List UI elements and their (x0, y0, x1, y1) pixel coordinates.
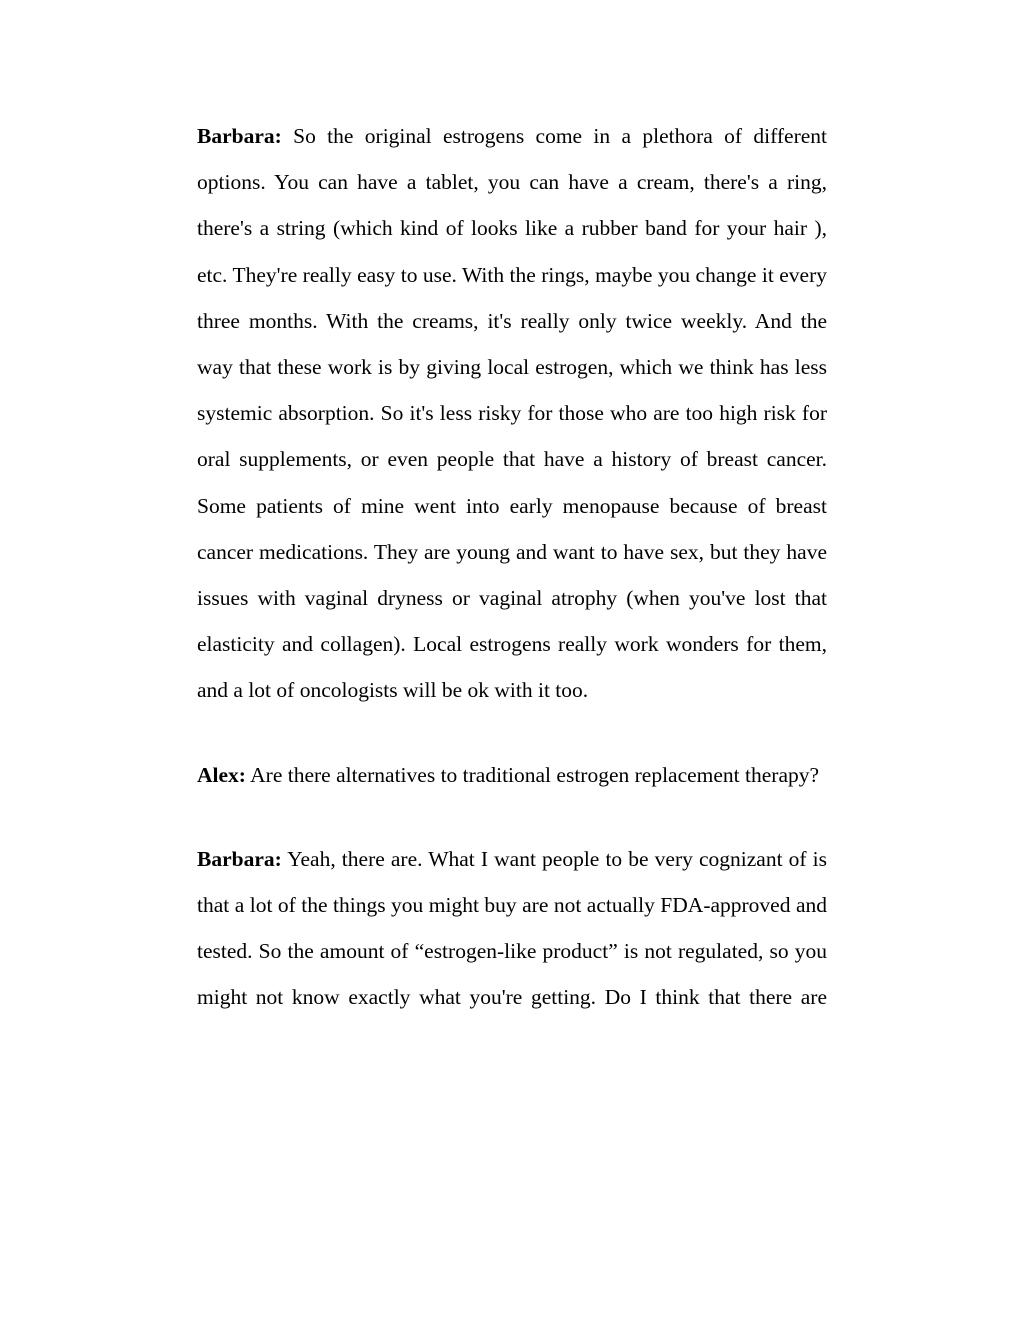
speaker-label: Barbara: (197, 124, 282, 148)
paragraph-text: So the original estrogens come in a plethora of different options. You can have a tablet, you can have a cream, there's a ring, there's a string (which kind of looks like a rubber band for your hair ), etc. They're really easy to use. With the rings, maybe you change it every three months. With the creams, it's really only twice weekly. And the way that these work is by giving local estrogen, which we think has less systemic absorption. So it's less risky for those who are too high risk for oral supplements, or even people that have a history of breast cancer. Some patients of mine went into early menopause because of breast cancer medications. They are young and want to have sex, but they have issues with vaginal dryness or vaginal atrophy (when you've lost that elasticity and collagen). Local estrogens really work wonders for them, and a lot of oncologists will be ok with it too. (197, 124, 827, 703)
paragraph-text: Yeah, there are. What I want people to be very cognizant of is that a lot of the things you might buy are not actually FDA-approved and tested. So the amount of “estrogen-like product” is not regulated, so you might not know exactly what you're getting. Do I think that there are (197, 846, 827, 1010)
document-page (197, 113, 827, 1059)
transcript-paragraph (197, 752, 827, 798)
paragraph-text: Are there alternatives to traditional estrogen replacement therapy? (250, 762, 820, 787)
speaker-label: Alex: (197, 762, 246, 787)
transcript-paragraph (197, 113, 827, 714)
speaker-label: Barbara: (197, 846, 282, 871)
transcript-paragraph (197, 836, 827, 1021)
